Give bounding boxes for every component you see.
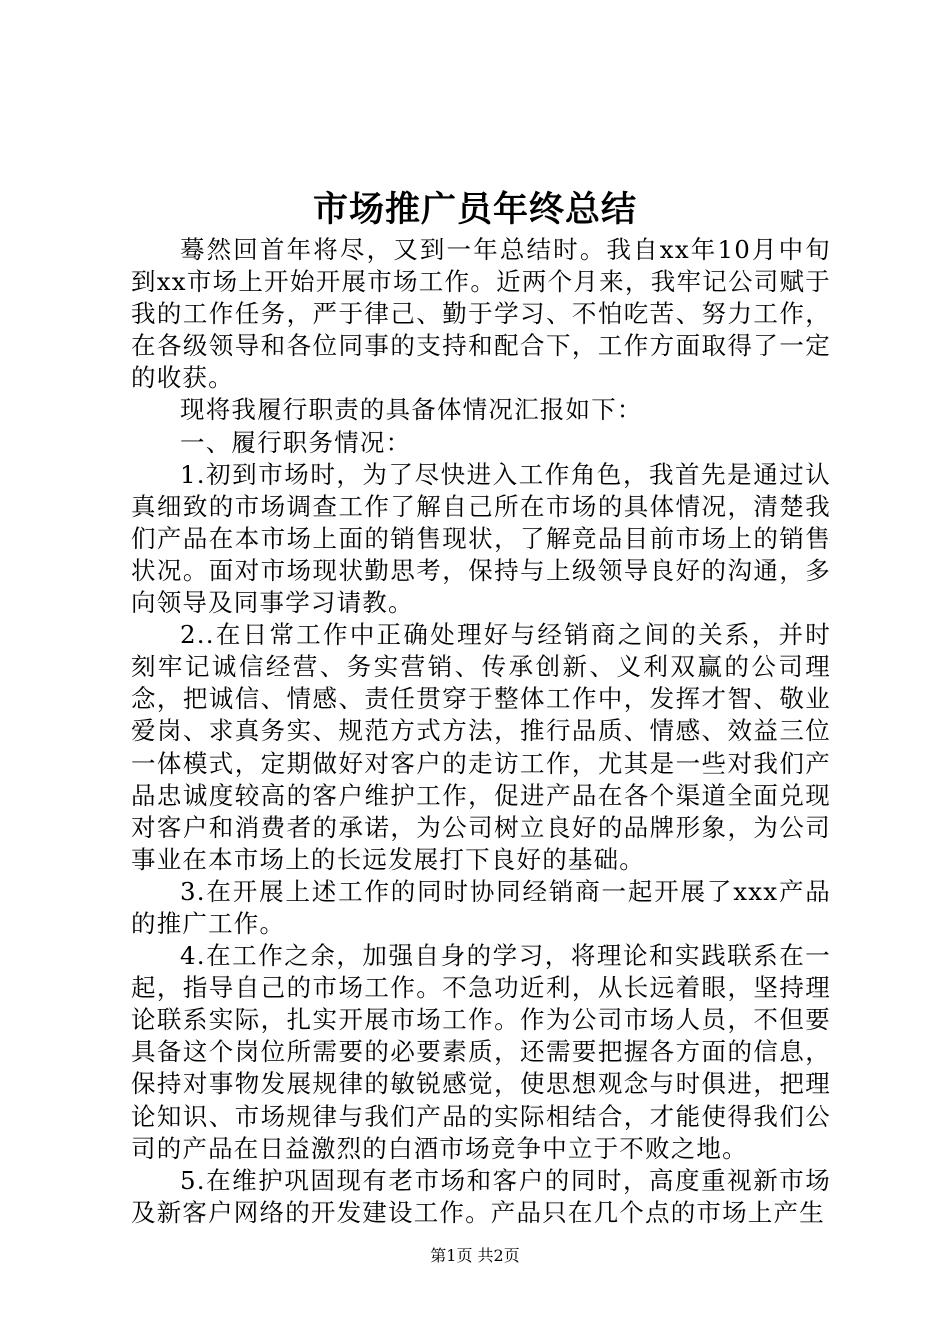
page-number-footer: 第1页 共2页 bbox=[430, 1246, 520, 1265]
paragraph-item-2: 2..在日常工作中正确处理好与经销商之间的关系，并时刻牢记诚信经营、务实营销、传承创新、义利双赢的公司理念，把诚信、情感、责任贯穿于整体工作中，发挥才智、敬业爱岗、求真务实、规范方式方法，推行品质、情感、效益三位一体模式，定期做好对客户的走访工作，尤其是一些对我们产品忠诚度较高的客户维护工作，促进产品在各个渠道全面兑现对客户和消费者的承诺，为公司树立良好的品牌形象，为公司事业在本市场上的长远发展打下良好的基础。 bbox=[131, 620, 831, 874]
document-body bbox=[131, 234, 831, 1229]
paragraph-report-lead: 现将我履行职责的具备体情况汇报如下： bbox=[180, 395, 643, 425]
document-title: 市场推广员年终总结 bbox=[312, 189, 637, 230]
paragraph-intro: 蓦然回首年将尽，又到一年总结时。我自xx年10月中旬到xx市场上开始开展市场工作。近两个月来，我牢记公司赋于我的工作任务，严于律己、勤于学习、不怕吃苦、努力工作，在各级领导和各位同事的支持和配合下，工作方面取得了一定的收获。 bbox=[131, 235, 831, 393]
paragraph-item-3: 3.在开展上述工作的同时协同经销商一起开展了xxx产品的推广工作。 bbox=[131, 876, 831, 938]
section-heading-duties: 一、履行职务情况： bbox=[180, 427, 412, 457]
paragraph-item-1: 1.初到市场时，为了尽快进入工作角色，我首先是通过认真细致的市场调查工作了解自己所在市场的具体情况，清楚我们产品在本市场上面的销售现状，了解竞品目前市场上的销售状况。面对市场现状勤思考，保持与上级领导良好的沟通，多向领导及同事学习请教。 bbox=[131, 459, 831, 618]
paragraph-item-4: 4.在工作之余，加强自身的学习，将理论和实践联系在一起，指导自己的市场工作。不急功近利，从长远着眼，坚持理论联系实际，扎实开展市场工作。作为公司市场人员，不但要具备这个岗位所需要的必要素质，还需要把握各方面的信息，保持对事物发展规律的敏锐感觉，使思想观念与时俱进，把理论知识、市场规律与我们产品的实际相结合，才能使得我们公司的产品在日益激烈的白酒市场竞争中立于不败之地。 bbox=[131, 941, 831, 1163]
paragraph-item-5: 5.在维护巩固现有老市场和客户的同时，高度重视新市场及新客户网络的开发建设工作。产品只在几个点的市场上产生 bbox=[131, 1165, 831, 1227]
